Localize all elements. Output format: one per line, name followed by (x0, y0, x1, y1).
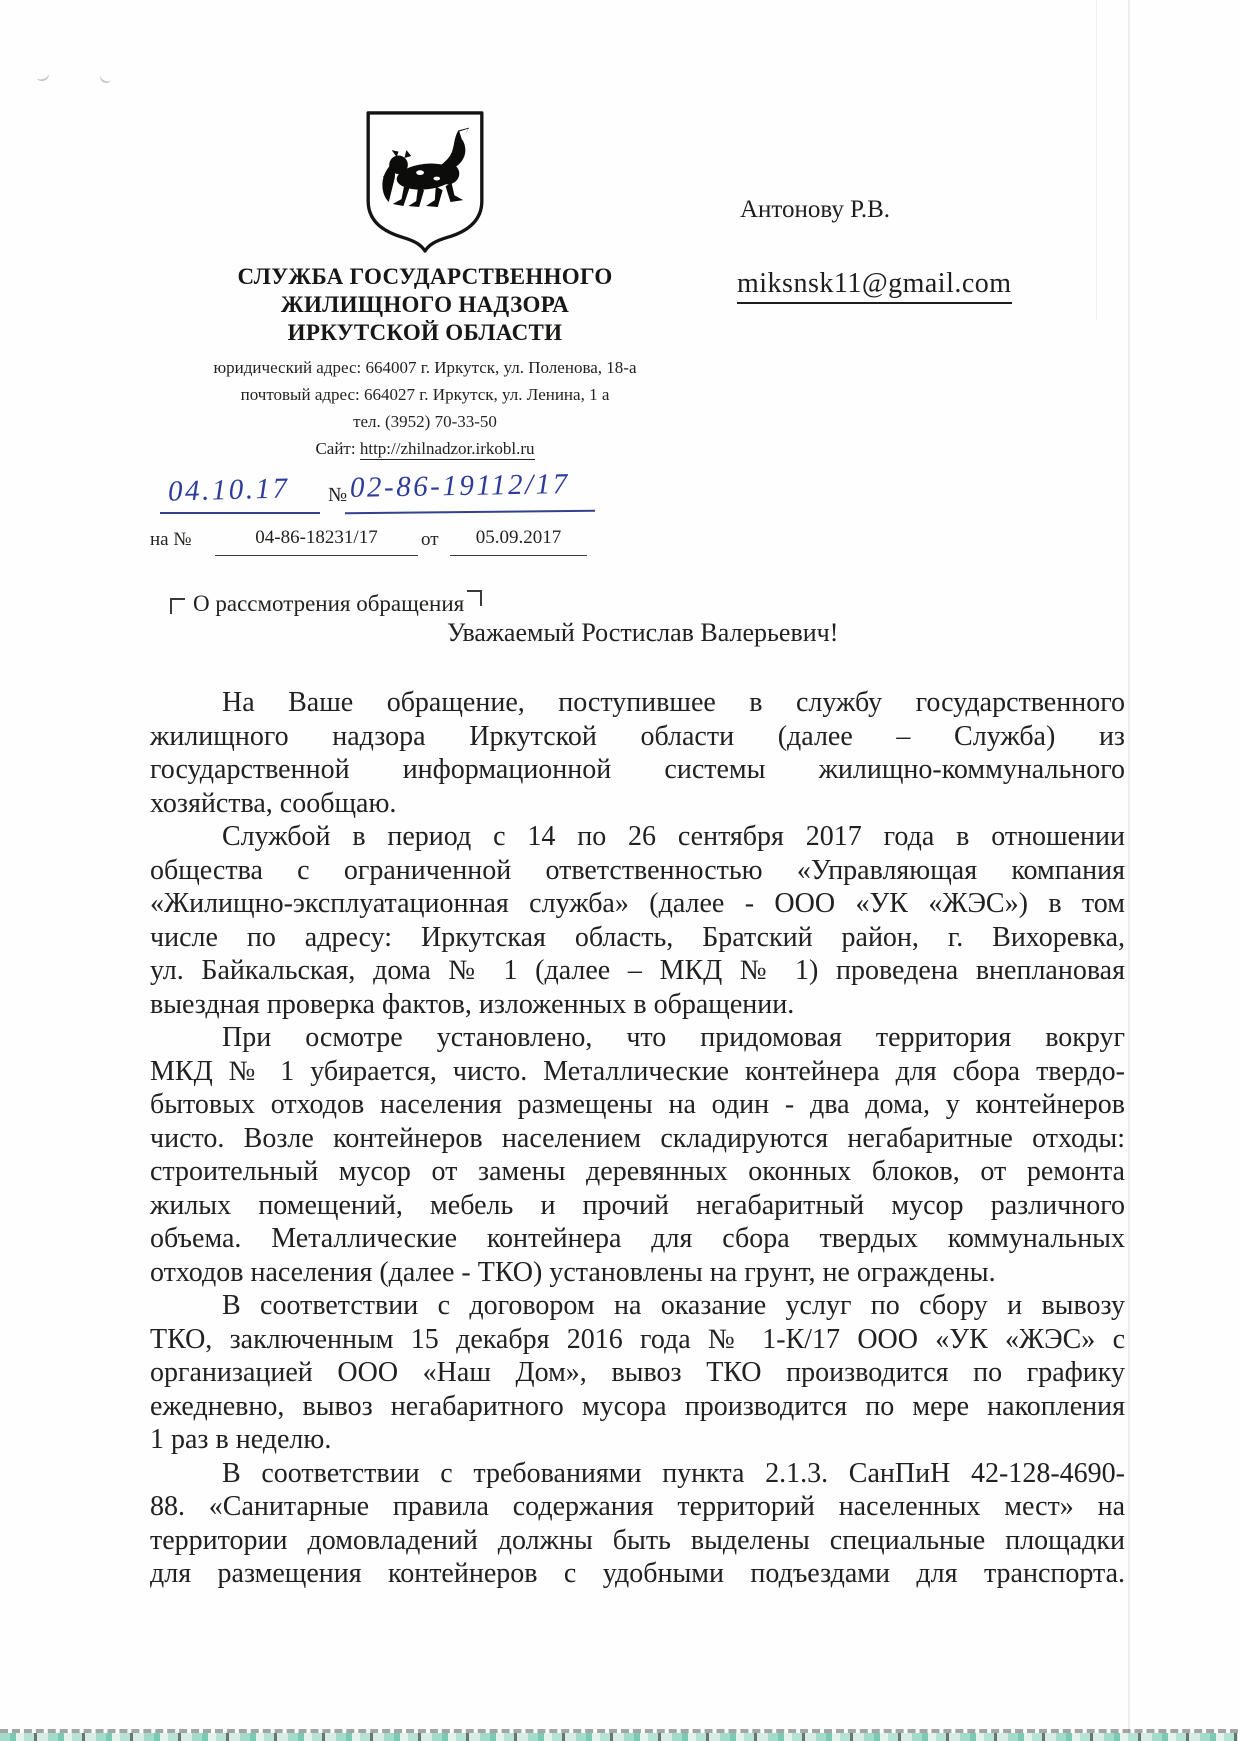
body-line: строительный мусор от замены деревянных оконных блоков, от ремонта (150, 1156, 1125, 1187)
subject-corner-left-mark (170, 598, 185, 614)
addressee-email: miksnsk11@gmail.com (737, 268, 1012, 304)
body-line: территории домовладений должны быть выделены специальные площадки (150, 1524, 1125, 1556)
number-sign: № (328, 484, 348, 506)
outgoing-number-handwritten: 02-86-19112/17 (349, 468, 570, 504)
body-line: объема. Металлические контейнера для сбора твердых коммунальных (150, 1223, 1125, 1254)
org-name-line-1: СЛУЖБА ГОСУДАРСТВЕННОГО (237, 264, 613, 289)
letter-body (150, 686, 1125, 1591)
body-line: В соответствии с договором на оказание услуг по сбору и вывозу (222, 1290, 1125, 1321)
body-line: «Жилищно-эксплуатационная служба» (далее - ООО «УК «ЖЭС») в том (150, 888, 1125, 919)
scan-bottom-color-strip (0, 1733, 1238, 1741)
babr-white-patch (416, 170, 424, 175)
subject-corner-right-mark (467, 590, 482, 606)
paragraph-3 (150, 1021, 1125, 1289)
body-line: общества с ограниченной ответственностью «Управляющая компания (150, 854, 1125, 886)
body-line: для размещения контейнеров с удобными подъездами для транспорта. (150, 1558, 1125, 1589)
coat-of-arms-icon (361, 108, 489, 253)
body-line: бытовых отходов населения размещены на один - два дома, у контейнеров (150, 1089, 1125, 1120)
paragraph-4 (150, 1289, 1125, 1457)
body-line: При осмотре установлено, что придомовая территория вокруг (222, 1022, 1125, 1053)
body-line: выездная проверка фактов, изложенных в обращении. (150, 988, 795, 1020)
from-label: от (421, 529, 439, 550)
website-line (140, 435, 710, 462)
legal-address: юридический адрес: 664007 г. Иркутск, ул. Поленова, 18-а (213, 358, 637, 377)
subject-line: О рассмотрения обращения (193, 591, 465, 616)
body-line: МКД № 1 убирается, чисто. Металлические контейнера для сбора твердо- (150, 1055, 1125, 1087)
incoming-ref-label: на № (150, 529, 192, 550)
pencil-mark-right (98, 70, 113, 85)
website-label: Сайт: (315, 439, 360, 458)
org-name-line-3: ИРКУТСКОЙ ОБЛАСТИ (287, 320, 563, 345)
scan-fold-line (1128, 0, 1130, 1741)
handwritten-underline (345, 510, 595, 515)
body-line: числе по адресу: Иркутская область, Братский район, г. Вихоревка, (150, 921, 1125, 953)
body-line: организацией ООО «Наш Дом», вывоз ТКО производится по графику (150, 1357, 1125, 1388)
pencil-mark-left (35, 68, 51, 82)
website-url: http://zhilnadzor.irkobl.ru (359, 439, 535, 458)
incoming-date: 05.09.2017 (450, 527, 587, 556)
handwritten-underline (160, 512, 320, 514)
body-line: государственной информационной системы жилищно-коммунального (150, 754, 1125, 785)
body-line: жилищного надзора Иркутской области (далее – Служба) из (150, 720, 1125, 752)
body-line: 88. «Санитарные правила содержания территорий населенных мест» на (150, 1491, 1125, 1522)
body-line: ТКО, заключенным 15 декабря 2016 года № 1-К/17 ООО «УК «ЖЭС» с (150, 1323, 1125, 1355)
paragraph-2 (150, 820, 1125, 1021)
body-line: ежедневно, вывоз негабаритного мусора производится по мере накопления (150, 1390, 1125, 1422)
babr-white-patch (433, 177, 440, 181)
org-name-line-2: ЖИЛИЩНОГО НАДЗОРА (280, 292, 570, 317)
scan-fold-line-top (1096, 0, 1097, 320)
paragraph-1 (150, 686, 1125, 820)
body-line: ул. Байкальская, дома № 1 (далее – МКД № 1) проведена внеплановая (150, 955, 1125, 986)
body-line: В соответствии с требованиями пункта 2.1.3. СанПиН 42-128-4690- (222, 1457, 1125, 1489)
postal-address: почтовый адрес: 664027 г. Иркутск, ул. Ленина, 1 а (240, 385, 610, 404)
body-line: отходов населения (далее - ТКО) установлены на грунт, не ограждены. (150, 1256, 996, 1288)
body-line: Службой в период с 14 по 26 сентября 2017 года в отношении (222, 821, 1125, 852)
body-line: чисто. Возле контейнеров населением складируются негабаритные отходы: (150, 1122, 1125, 1154)
body-line: На Ваше обращение, поступившее в службу государственного (222, 687, 1125, 718)
salutation: Уважаемый Ростислав Валерьевич! (447, 618, 839, 647)
paragraph-5 (150, 1457, 1125, 1591)
body-line: 1 раз в неделю. (150, 1424, 332, 1455)
incoming-number: 04-86-18231/17 (215, 527, 418, 556)
body-line: хозяйства, сообщаю. (150, 787, 397, 819)
outgoing-date-handwritten: 04.10.17 (167, 472, 290, 508)
letterhead (140, 108, 710, 462)
body-line: жилых помещений, мебель и прочий негабаритный мусор различного (150, 1189, 1125, 1221)
phone-number: тел. (3952) 70-33-50 (353, 412, 497, 431)
addressee-name: Антонову Р.В. (740, 196, 891, 223)
